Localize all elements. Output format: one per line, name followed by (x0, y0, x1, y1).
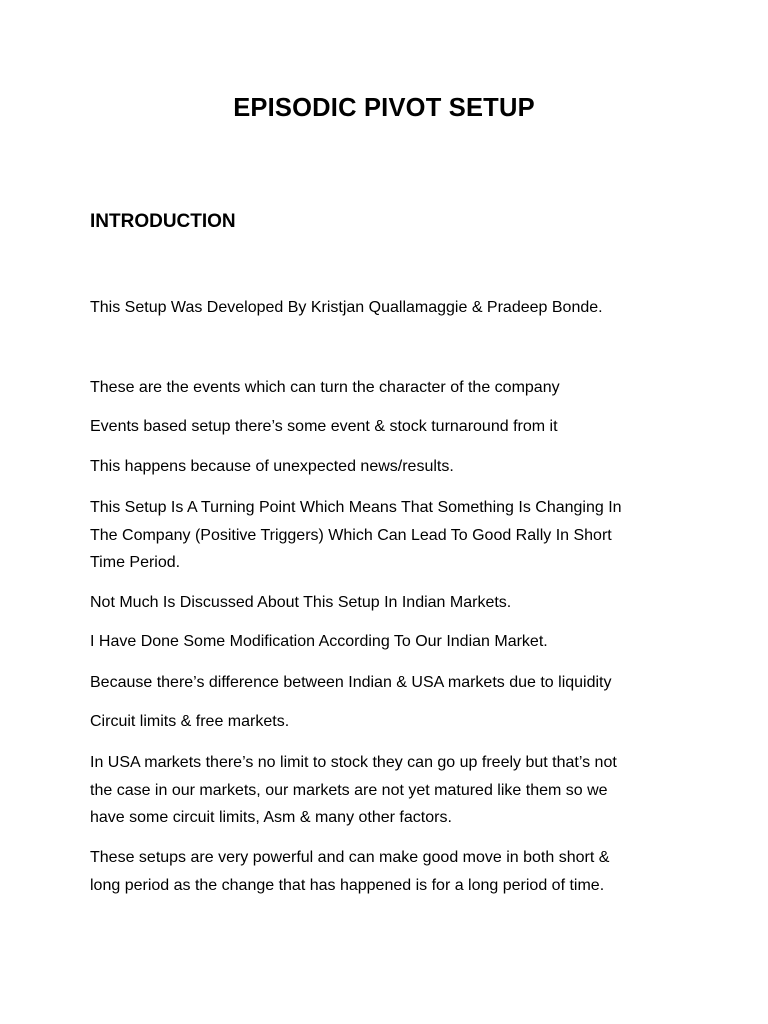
paragraph-turning-point: This Setup Is A Turning Point Which Means That Something Is Changing In The Company (Positive Triggers) Which Can Lead To Good Rally In Short Time Period. (90, 499, 622, 571)
paragraph-events-character: These are the events which can turn the character of the company (90, 379, 560, 396)
paragraph-modification: I Have Done Some Modification According To Our Indian Market. (90, 633, 548, 650)
document-title: EPISODIC PIVOT SETUP (233, 94, 535, 122)
section-heading: INTRODUCTION (90, 211, 236, 232)
paragraph-powerful-setups: These setups are very powerful and can make good move in both short & long period as the change that has happened is for a long period of time. (90, 849, 610, 894)
paragraph-events-based: Events based setup there’s some event & stock turnaround from it (90, 418, 558, 435)
paragraph-difference: Because there’s difference between Indian & USA markets due to liquidity (90, 674, 612, 691)
paragraph-unexpected-news: This happens because of unexpected news/results. (90, 458, 454, 475)
paragraph-usa-markets: In USA markets there’s no limit to stock they can go up freely but that’s not the case in our markets, our markets are not yet matured like them so we have some circuit limits, Asm & many other factors. (90, 754, 617, 826)
paragraph-not-much-discussed: Not Much Is Discussed About This Setup In Indian Markets. (90, 594, 512, 611)
paragraph-circuit-limits: Circuit limits & free markets. (90, 713, 290, 730)
paragraph-developers: This Setup Was Developed By Kristjan Quallamaggie & Pradeep Bonde. (90, 299, 603, 316)
